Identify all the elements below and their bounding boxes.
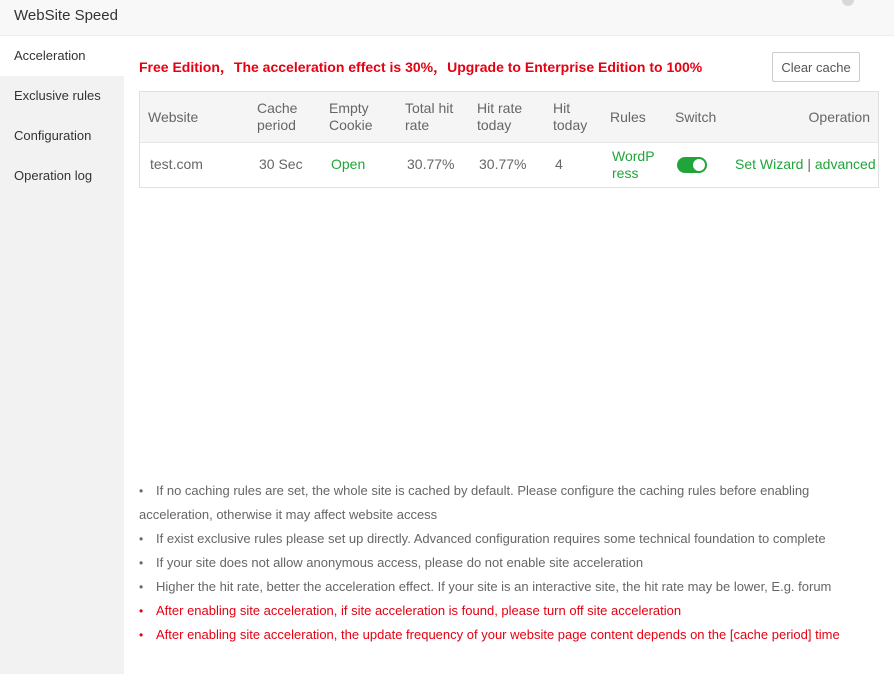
header-hit-rate-today-line1: Hit rate (477, 100, 523, 116)
tip-text: If exist exclusive rules please set up directly. Advanced configuration requires some technical foundation to complete (156, 531, 826, 546)
advanced-link[interactable]: advanced (814, 156, 876, 172)
edition-notice: Free Edition，The acceleration effect is 30%，Upgrade to Enterprise Edition to 100% (139, 59, 703, 75)
header-empty-cookie-line1: Empty (329, 100, 369, 116)
cell-website: test.com (150, 156, 203, 172)
header-total-hit-rate-line2: rate (405, 117, 430, 133)
tip-item (139, 575, 879, 599)
window-header (0, 0, 894, 36)
header-cache-period-line2: period (257, 117, 296, 133)
tip-item (139, 479, 879, 503)
website-table (139, 91, 879, 188)
sidebar (0, 36, 124, 674)
header-empty-cookie-line2: Cookie (329, 117, 373, 133)
bullet-icon: • (139, 604, 144, 618)
tip-text: Higher the hit rate, better the acceleration effect. If your site is an interactive site, the hit rate may be lower, E.g. forum (156, 579, 832, 594)
tip-item-continuation (139, 503, 879, 527)
cell-hit-today: 4 (555, 156, 563, 172)
tip-text: If no caching rules are set, the whole site is cached by default. Please configure the caching rules before enabling (156, 483, 810, 498)
window-title: WebSite Speed (14, 7, 118, 24)
cell-rules-line2[interactable]: ress (612, 165, 639, 181)
tip-item (139, 551, 879, 575)
tip-text: If your site does not allow anonymous access, please do not enable site acceleration (156, 555, 644, 570)
operation-separator: | (807, 156, 811, 172)
cell-hit-rate-today: 30.77% (479, 156, 527, 172)
close-icon[interactable] (842, 0, 854, 6)
header-rules: Rules (610, 109, 646, 125)
main-panel (124, 36, 894, 674)
acceleration-switch[interactable] (677, 157, 707, 173)
cell-total-hit-rate: 30.77% (407, 156, 455, 172)
sidebar-item-operation-log[interactable]: Operation log (14, 168, 93, 183)
sidebar-item-acceleration[interactable]: Acceleration (0, 36, 124, 76)
tip-text: After enabling site acceleration, the update frequency of your website page content depends on the [cache period] time (156, 627, 840, 642)
table-row (140, 143, 878, 187)
cell-operation (735, 156, 876, 173)
set-wizard-link[interactable]: Set Wizard (735, 156, 804, 172)
cell-rules-line1[interactable]: WordP (612, 148, 655, 164)
bullet-icon: • (139, 556, 144, 570)
header-cache-period-line1: Cache (257, 100, 298, 116)
header-hit-rate-today-line2: today (477, 117, 512, 133)
toggle-knob (693, 159, 705, 171)
cell-empty-cookie[interactable]: Open (331, 156, 366, 172)
header-hit-today-line1: Hit (553, 100, 571, 116)
header-hit-today-line2: today (553, 117, 588, 133)
tip-text: After enabling site acceleration, if site acceleration is found, please turn off site acceleration (156, 603, 682, 618)
header-operation: Operation (808, 109, 870, 125)
sidebar-item-configuration[interactable]: Configuration (14, 128, 92, 143)
table-header (140, 92, 878, 143)
tip-item-warning (139, 623, 879, 647)
sidebar-item-exclusive-rules[interactable]: Exclusive rules (14, 88, 101, 103)
header-website: Website (148, 109, 199, 125)
tip-item (139, 527, 879, 551)
header-switch: Switch (675, 109, 717, 125)
bullet-icon: • (139, 628, 144, 642)
cell-cache-period: 30 Sec (259, 156, 303, 172)
bullet-icon: • (139, 580, 144, 594)
bullet-icon: • (139, 532, 144, 546)
clear-cache-button[interactable]: Clear cache (772, 52, 860, 82)
tip-item-warning (139, 599, 879, 623)
bullet-icon: • (139, 484, 144, 498)
tips-list (139, 479, 879, 647)
header-total-hit-rate-line1: Total hit (405, 100, 454, 116)
tip-text: acceleration, otherwise it may affect website access (139, 507, 438, 522)
